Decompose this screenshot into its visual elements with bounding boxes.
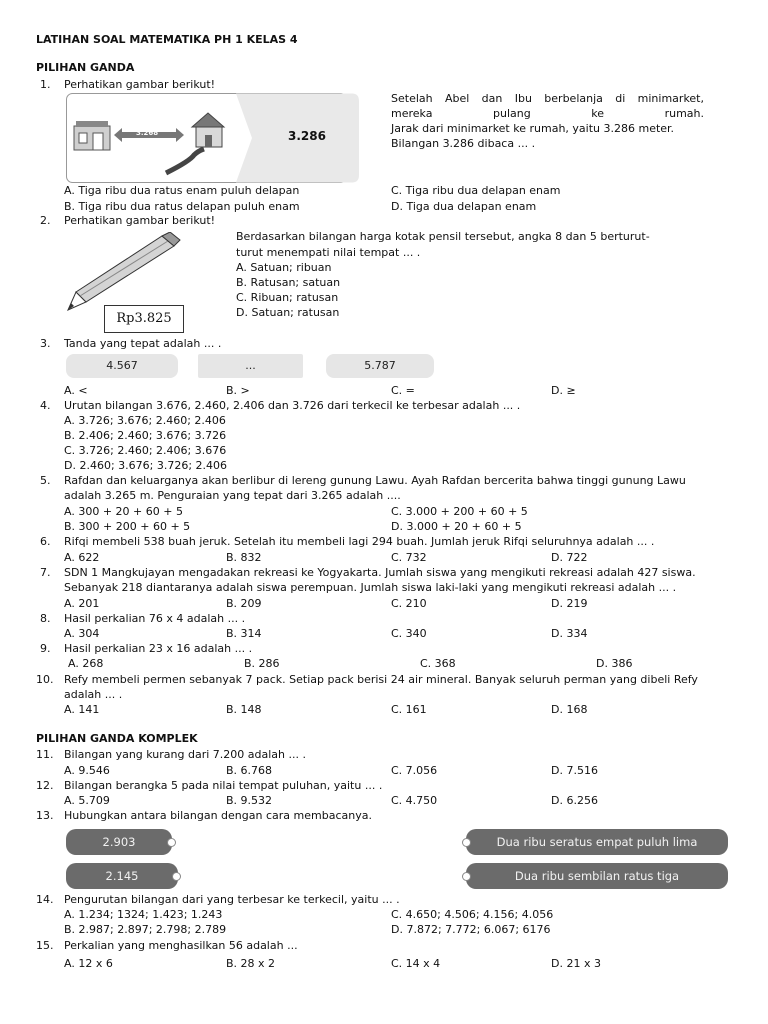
question-number: 12. xyxy=(36,779,54,792)
answer-option: A. 304 xyxy=(64,627,100,640)
question-text: Hasil perkalian 76 x 4 adalah ... . xyxy=(64,612,246,625)
answer-option: D. 386 xyxy=(596,657,633,670)
question-1-illustration xyxy=(66,93,360,183)
distance-value-box: 3.286 xyxy=(288,129,326,143)
answer-option: A. < xyxy=(64,384,88,397)
answer-option: B. 28 x 2 xyxy=(226,957,276,970)
question-number: 5. xyxy=(40,474,51,487)
pencil-icon xyxy=(62,232,192,316)
answer-option: C. 3.000 + 200 + 60 + 5 xyxy=(391,505,528,518)
question-number: 7. xyxy=(40,566,51,579)
answer-option: B. 300 + 200 + 60 + 5 xyxy=(64,520,191,533)
answer-option: C. = xyxy=(391,384,415,397)
answer-option: C. 340 xyxy=(391,627,427,640)
answer-option: D. ≥ xyxy=(551,384,576,397)
section-heading: PILIHAN GANDA xyxy=(36,61,135,74)
question-description-line: Berdasarkan bilangan harga kotak pensil tersebut, angka 8 dan 5 berturut- xyxy=(236,230,650,243)
blank-box: ... xyxy=(198,354,303,378)
answer-option: A. 622 xyxy=(64,551,100,564)
answer-option: C. 7.056 xyxy=(391,764,438,777)
answer-option: C. 161 xyxy=(391,703,427,716)
question-number: 4. xyxy=(40,399,51,412)
question-text: Urutan bilangan 3.676, 2.460, 2.406 dan 3.726 dari terkecil ke terbesar adalah ... . xyxy=(64,399,521,412)
answer-option: B. 286 xyxy=(244,657,280,670)
question-text: adalah ... . xyxy=(64,688,123,701)
question-text: SDN 1 Mangkujayan mengadakan rekreasi ke Yogyakarta. Jumlah siswa yang mengikuti rekreasi adalah 427 siswa. xyxy=(64,566,696,579)
page-title: LATIHAN SOAL MATEMATIKA PH 1 KELAS 4 xyxy=(36,33,298,46)
connector-dot[interactable] xyxy=(462,872,471,881)
answer-option: D. 168 xyxy=(551,703,588,716)
answer-option: A. 5.709 xyxy=(64,794,110,807)
answer-option: B. 6.768 xyxy=(226,764,273,777)
answer-option: A. 268 xyxy=(68,657,104,670)
match-right-item[interactable]: Dua ribu sembilan ratus tiga xyxy=(466,863,728,889)
answer-option: D. 334 xyxy=(551,627,588,640)
question-text: Tanda yang tepat adalah ... . xyxy=(64,337,222,350)
question-text: Perhatikan gambar berikut! xyxy=(64,78,216,91)
answer-option: A. Satuan; ribuan xyxy=(236,261,332,274)
question-text: Sebanyak 218 diantaranya adalah siswa perempuan. Jumlah siswa laki-laki yang mengikuti rekreasi adalah ... . xyxy=(64,581,677,594)
answer-option: D. 3.000 + 20 + 60 + 5 xyxy=(391,520,522,533)
answer-option: D. Satuan; ratusan xyxy=(236,306,340,319)
answer-option: C. Ribuan; ratusan xyxy=(236,291,339,304)
answer-option: C. 14 x 4 xyxy=(391,957,441,970)
question-description-line: Setelah Abel dan Ibu berbelanja di minimarket, xyxy=(391,92,704,105)
answer-option: D. 722 xyxy=(551,551,588,564)
question-text: Rifqi membeli 538 buah jeruk. Setelah itu membeli lagi 294 buah. Jumlah jeruk Rifqi seluruhnya adalah ... . xyxy=(64,535,655,548)
answer-option: C. Tiga ribu dua delapan enam xyxy=(391,184,561,197)
question-text: Rafdan dan keluarganya akan berlibur di lereng gunung Lawu. Ayah Rafdan bercerita bahwa tinggi gunung Lawu xyxy=(64,474,686,487)
price-tag: Rp3.825 xyxy=(104,305,184,333)
answer-option: A. 300 + 20 + 60 + 5 xyxy=(64,505,183,518)
answer-option: D. 21 x 3 xyxy=(551,957,601,970)
question-description-line: turut menempati nilai tempat ... . xyxy=(236,246,421,259)
question-text: Bilangan yang kurang dari 7.200 adalah ... . xyxy=(64,748,306,761)
answer-option: B. 9.532 xyxy=(226,794,273,807)
question-number: 13. xyxy=(36,809,54,822)
answer-option: B. Ratusan; satuan xyxy=(236,276,341,289)
question-number: 1. xyxy=(40,78,51,91)
question-text: Perkalian yang menghasilkan 56 adalah ... xyxy=(64,939,298,952)
match-left-item[interactable]: 2.145 xyxy=(66,863,178,889)
answer-option: A. 12 x 6 xyxy=(64,957,113,970)
answer-option: A. 201 xyxy=(64,597,100,610)
answer-option: B. Tiga ribu dua ratus delapan puluh enam xyxy=(64,200,300,213)
answer-option: D. 6.256 xyxy=(551,794,598,807)
question-number: 11. xyxy=(36,748,54,761)
question-text: Pengurutan bilangan dari yang terbesar ke terkecil, yaitu ... . xyxy=(64,893,400,906)
connector-dot[interactable] xyxy=(172,872,181,881)
answer-option: C. 210 xyxy=(391,597,427,610)
answer-option: D. 7.516 xyxy=(551,764,598,777)
answer-option: C. 368 xyxy=(420,657,456,670)
answer-option: B. 209 xyxy=(226,597,262,610)
number-box-right: 5.787 xyxy=(326,354,434,378)
answer-option: A. 9.546 xyxy=(64,764,110,777)
match-left-item[interactable]: 2.903 xyxy=(66,829,172,855)
answer-option: D. 219 xyxy=(551,597,588,610)
answer-option: D. 2.460; 3.676; 3.726; 2.406 xyxy=(64,459,228,472)
answer-option: A. 1.234; 1324; 1.423; 1.243 xyxy=(64,908,223,921)
question-number: 8. xyxy=(40,612,51,625)
question-text: Hubungkan antara bilangan dengan cara membacanya. xyxy=(64,809,372,822)
answer-option: A. 141 xyxy=(64,703,100,716)
question-number: 3. xyxy=(40,337,51,350)
question-text: Hasil perkalian 23 x 16 adalah ... . xyxy=(64,642,253,655)
number-box-left: 4.567 xyxy=(66,354,178,378)
question-description-line: Jarak dari minimarket ke rumah, yaitu 3.286 meter. xyxy=(391,122,675,135)
answer-option: B. > xyxy=(226,384,250,397)
question-text: Perhatikan gambar berikut! xyxy=(64,214,216,227)
question-number: 14. xyxy=(36,893,54,906)
distance-sign-label: 3.268 xyxy=(136,129,159,137)
answer-option: D. 7.872; 7.772; 6.067; 6176 xyxy=(391,923,551,936)
answer-option: A. Tiga ribu dua ratus enam puluh delapan xyxy=(64,184,300,197)
question-text: adalah 3.265 m. Penguraian yang tepat dari 3.265 adalah .... xyxy=(64,489,401,502)
question-text: Refy membeli permen sebanyak 7 pack. Setiap pack berisi 24 air mineral. Banyak seluruh perman yang dibeli Refy xyxy=(64,673,698,686)
section-heading: PILIHAN GANDA KOMPLEK xyxy=(36,732,198,745)
question-description-line: mereka pulang ke rumah. xyxy=(391,107,704,120)
question-number: 15. xyxy=(36,939,54,952)
connector-dot[interactable] xyxy=(462,838,471,847)
question-number: 9. xyxy=(40,642,51,655)
answer-option: C. 3.726; 2.460; 2.406; 3.676 xyxy=(64,444,227,457)
answer-option: B. 148 xyxy=(226,703,262,716)
match-right-item[interactable]: Dua ribu seratus empat puluh lima xyxy=(466,829,728,855)
question-number: 6. xyxy=(40,535,51,548)
answer-option: A. 3.726; 3.676; 2.460; 2.406 xyxy=(64,414,226,427)
answer-option: B. 2.406; 2.460; 3.676; 3.726 xyxy=(64,429,227,442)
question-number: 2. xyxy=(40,214,51,227)
question-text: Bilangan berangka 5 pada nilai tempat puluhan, yaitu ... . xyxy=(64,779,383,792)
answer-option: C. 732 xyxy=(391,551,427,564)
answer-option: C. 4.650; 4.506; 4.156; 4.056 xyxy=(391,908,554,921)
question-description-line: Bilangan 3.286 dibaca ... . xyxy=(391,137,536,150)
answer-option: B. 314 xyxy=(226,627,262,640)
answer-option: B. 832 xyxy=(226,551,262,564)
question-number: 10. xyxy=(36,673,54,686)
answer-option: D. Tiga dua delapan enam xyxy=(391,200,537,213)
answer-option: C. 4.750 xyxy=(391,794,438,807)
connector-dot[interactable] xyxy=(167,838,176,847)
answer-option: B. 2.987; 2.897; 2.798; 2.789 xyxy=(64,923,227,936)
